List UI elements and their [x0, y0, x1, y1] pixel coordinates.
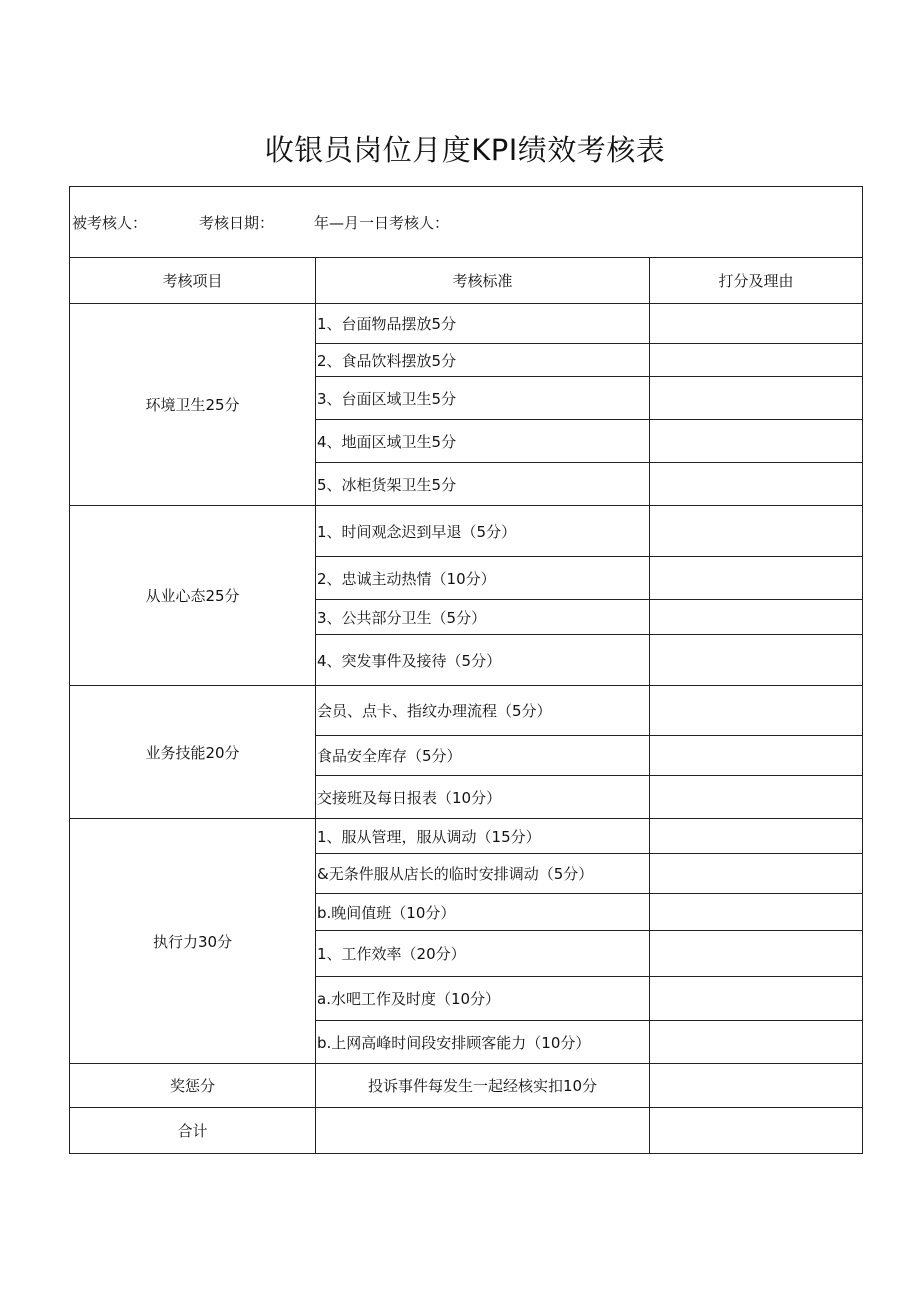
score-cell[interactable] — [650, 776, 863, 819]
total-score-cell[interactable] — [650, 1108, 863, 1154]
standard-cell: 4、突发事件及接待（5分） — [316, 635, 650, 686]
category-cell: 环境卫生25分 — [70, 304, 316, 506]
score-cell[interactable] — [650, 506, 863, 557]
score-cell[interactable] — [650, 1021, 863, 1064]
standard-cell: 3、公共部分卫生（5分） — [316, 600, 650, 635]
standard-cell: 5、冰柜货架卫生5分 — [316, 463, 650, 506]
score-cell[interactable] — [650, 977, 863, 1021]
reviewee-label: 被考核人： — [72, 213, 148, 232]
table-row — [70, 686, 863, 736]
table-row — [70, 304, 863, 344]
score-cell[interactable] — [650, 557, 863, 600]
standard-cell: 食品安全库存（5分） — [316, 736, 650, 776]
reward-row — [70, 1064, 863, 1108]
score-cell[interactable] — [650, 819, 863, 854]
document-title: 收银员岗位月度KPI绩效考核表 — [264, 133, 666, 167]
score-cell[interactable] — [650, 304, 863, 344]
table-row — [70, 819, 863, 854]
meta-cell — [70, 187, 863, 258]
category-cell: 执行力30分 — [70, 819, 316, 1064]
standard-cell: &无条件服从店长的临时安排调动（5分） — [316, 854, 650, 894]
score-cell[interactable] — [650, 736, 863, 776]
standard-cell: b.晚间值班（10分） — [316, 894, 650, 931]
score-cell[interactable] — [650, 854, 863, 894]
table-row — [70, 506, 863, 557]
header-row — [70, 258, 863, 304]
category-cell: 从业心态25分 — [70, 506, 316, 686]
total-value-cell[interactable] — [316, 1108, 650, 1154]
header-standard: 考核标准 — [316, 258, 650, 304]
standard-cell: 交接班及每日报表（10分） — [316, 776, 650, 819]
score-cell[interactable] — [650, 420, 863, 463]
reward-text: 投诉事件每发生一起经核实扣10分 — [316, 1064, 650, 1108]
total-row — [70, 1108, 863, 1154]
standard-cell: 1、时间观念迟到早退（5分） — [316, 506, 650, 557]
kpi-table — [69, 186, 863, 1154]
reward-label: 奖惩分 — [70, 1064, 316, 1108]
standard-cell: 会员、点卡、指纹办理流程（5分） — [316, 686, 650, 736]
header-item: 考核项目 — [70, 258, 316, 304]
standard-cell: 1、台面物品摆放5分 — [316, 304, 650, 344]
score-cell[interactable] — [650, 931, 863, 977]
standard-cell: 1、服从管理，服从调动（15分） — [316, 819, 650, 854]
date-reviewer-label: 年—月一日考核人： — [314, 213, 450, 232]
score-cell[interactable] — [650, 463, 863, 506]
score-cell[interactable] — [650, 344, 863, 377]
review-date-label: 考核日期： — [199, 213, 275, 232]
score-cell[interactable] — [650, 894, 863, 931]
score-cell[interactable] — [650, 600, 863, 635]
score-cell[interactable] — [650, 635, 863, 686]
total-label: 合计 — [70, 1108, 316, 1154]
standard-cell: 2、食品饮料摆放5分 — [316, 344, 650, 377]
category-cell: 业务技能20分 — [70, 686, 316, 819]
score-cell[interactable] — [650, 377, 863, 420]
standard-cell: a.水吧工作及时度（10分） — [316, 977, 650, 1021]
score-cell[interactable] — [650, 686, 863, 736]
header-score: 打分及理由 — [650, 258, 863, 304]
standard-cell: b.上网高峰时间段安排顾客能力（10分） — [316, 1021, 650, 1064]
standard-cell: 4、地面区域卫生5分 — [316, 420, 650, 463]
meta-row — [70, 187, 863, 258]
standard-cell: 1、工作效率（20分） — [316, 931, 650, 977]
standard-cell: 3、台面区域卫生5分 — [316, 377, 650, 420]
reward-score-cell[interactable] — [650, 1064, 863, 1108]
standard-cell: 2、忠诚主动热情（10分） — [316, 557, 650, 600]
